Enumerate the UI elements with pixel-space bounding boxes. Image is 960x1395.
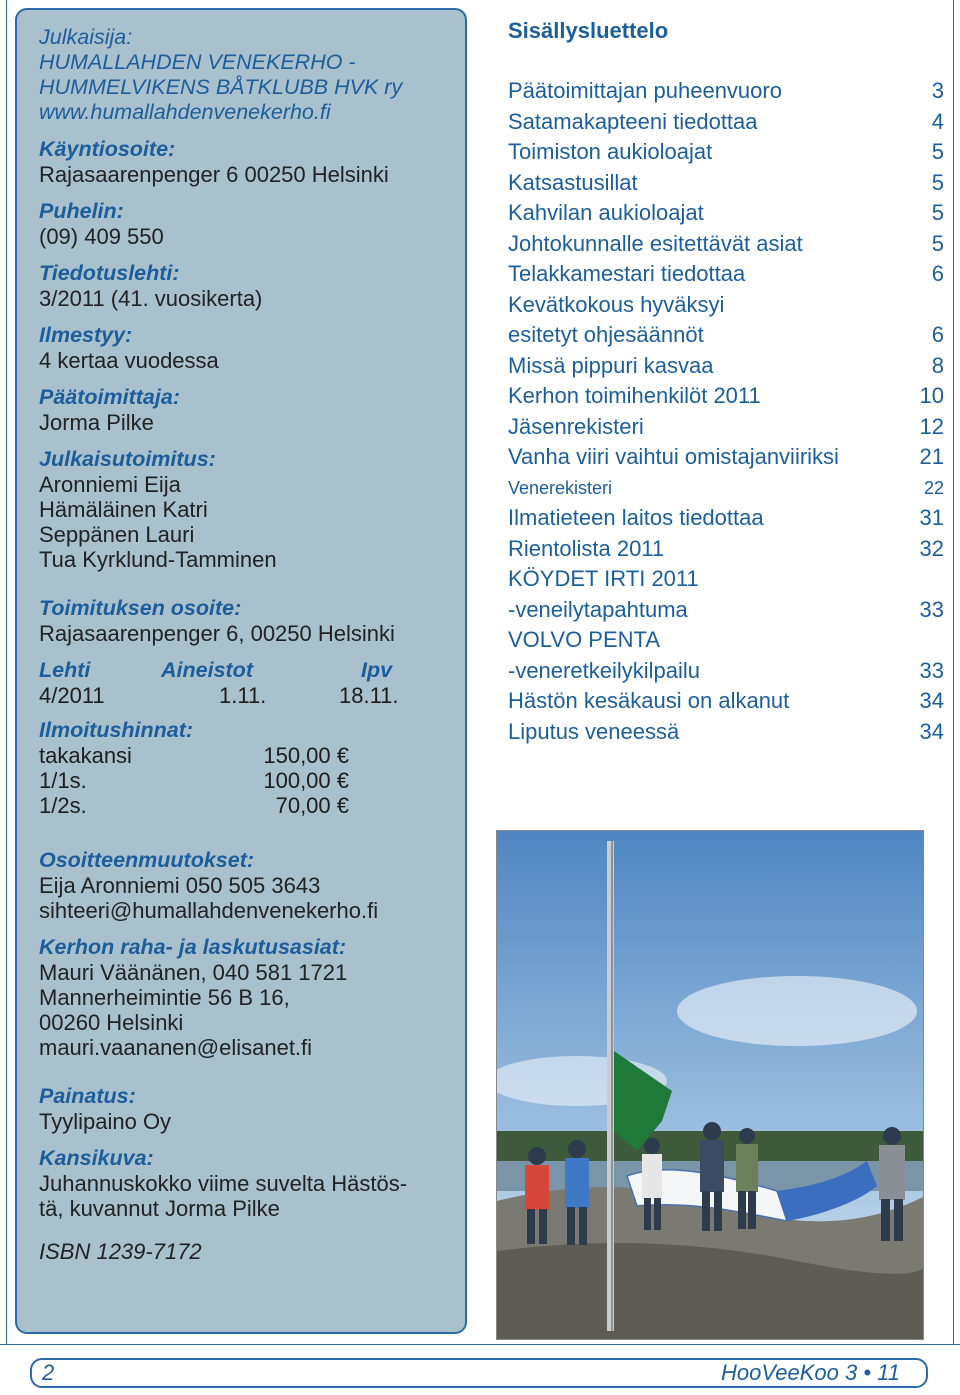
toc-item [508, 198, 944, 229]
page-footer [30, 1358, 928, 1388]
toc-item-title: esitetyt ohjesäännöt [508, 322, 704, 347]
toc-item [508, 564, 944, 595]
schedule-release-value: 18.11. [339, 683, 399, 708]
editor-value: Jorma Pilke [39, 410, 154, 435]
page-number: 2 [42, 1360, 55, 1385]
visit-address-value: Rajasaarenpenger 6 00250 Helsinki [39, 162, 389, 187]
address-change-label: Osoitteenmuutokset: [39, 848, 255, 872]
toc-item-title: Missä pippuri kasvaa [508, 352, 714, 378]
finance-line: 00260 Helsinki [39, 1010, 184, 1035]
toc-item [508, 168, 944, 199]
toc-item-page: 8 [931, 352, 944, 378]
schedule-material-value: 1.11. [219, 683, 267, 708]
publisher-name-line1: HUMALLAHDEN VENEKERHO - [39, 50, 356, 74]
toc-item-page: 6 [931, 322, 944, 347]
office-address-value: Rajasaarenpenger 6, 00250 Helsinki [39, 621, 395, 646]
toc-item-page: 22 [923, 477, 944, 498]
ad-prices-label: Ilmoitushinnat: [39, 718, 194, 742]
address-change-line: sihteeri@humallahdenvenekerho.fi [39, 898, 379, 923]
ad-price: 100,00 € [263, 768, 349, 793]
schedule-values [39, 683, 479, 708]
toc-item-page: 32 [919, 535, 944, 561]
toc-item [508, 442, 944, 473]
ad-price: 150,00 € [263, 743, 349, 768]
staff-member: Hämäläinen Katri [39, 497, 208, 522]
table-of-contents [508, 18, 944, 747]
toc-item-title: Hästön kesäkausi on alkanut [508, 688, 790, 713]
appears-value: 4 kertaa vuodessa [39, 348, 219, 373]
toc-item [508, 534, 944, 565]
toc-item-page: 5 [931, 230, 944, 256]
publisher-label: Julkaisija: [39, 25, 133, 49]
toc-item-page: 34 [919, 718, 944, 744]
toc-item-page: 6 [931, 261, 944, 286]
toc-item [508, 717, 944, 748]
right-margin-rule [953, 0, 954, 1345]
toc-item-title: Johtokunnalle esitettävät asiat [508, 230, 803, 256]
cover-label: Kansikuva: [39, 1146, 154, 1170]
office-address-label: Toimituksen osoite: [39, 596, 242, 620]
toc-item [508, 259, 944, 290]
ad-price: 70,00 € [275, 793, 349, 818]
toc-item-title: Toimiston aukioloajat [508, 139, 713, 164]
toc-item-page: 33 [919, 657, 944, 683]
toc-item [508, 656, 944, 687]
toc-item-page: 21 [919, 444, 944, 469]
bulletin-value: 3/2011 (41. vuosikerta) [39, 286, 263, 311]
isbn: ISBN 1239-7172 [39, 1239, 202, 1264]
toc-item [508, 686, 944, 717]
toc-item-title: Kerhon toimihenkilöt 2011 [508, 383, 761, 408]
toc-item-title: Kevätkokous hyväksyi [508, 291, 725, 317]
toc-item [508, 320, 944, 351]
schedule-header-issue: Lehti [39, 658, 91, 682]
toc-item [508, 137, 944, 168]
toc-item-title: Katsastusillat [508, 169, 638, 195]
toc-item-title: -veneilytapahtuma [508, 596, 688, 622]
toc-item-title: Päätoimittajan puheenvuoro [508, 78, 782, 103]
print-value: Tyylipaino Oy [39, 1109, 172, 1134]
finance-label: Kerhon raha- ja laskutusasiat: [39, 935, 347, 959]
toc-item [508, 381, 944, 412]
schedule-header-material: Aineistot [161, 658, 253, 682]
ad-prices-table [39, 743, 479, 818]
left-margin-rule [6, 0, 7, 1345]
toc-item [508, 412, 944, 443]
toc-item [508, 503, 944, 534]
toc-item-page: 5 [931, 139, 944, 164]
address-change-line: Eija Aronniemi 050 505 3643 [39, 873, 321, 898]
ad-item: 1/1s. [39, 768, 87, 793]
toc-item-title: Vanha viiri vaihtui omistajanviiriksi [508, 444, 839, 469]
footer-rule [0, 1344, 960, 1345]
toc-item [508, 229, 944, 260]
finance-line: Mauri Väänänen, 040 581 1721 [39, 960, 348, 985]
publisher-name-line2: HUMMELVIKENS BÅTKLUBB HVK ry [39, 75, 403, 99]
phone-value: (09) 409 550 [39, 224, 164, 249]
toc-item-page: 4 [931, 108, 944, 134]
finance-line: Mannerheimintie 56 B 16, [39, 985, 290, 1010]
toc-item-title: Satamakapteeni tiedottaa [508, 108, 758, 134]
toc-item-title: Venerekisteri [508, 477, 613, 498]
ad-item: takakansi [39, 743, 132, 768]
colophon-content [39, 25, 479, 1264]
finance-line: mauri.vaananen@elisanet.fi [39, 1035, 313, 1060]
toc-list [508, 76, 944, 747]
toc-title: Sisällysluettelo [508, 18, 669, 43]
cover-line: tä, kuvannut Jorma Pilke [39, 1196, 280, 1221]
cover-line: Juhannuskokko viime suvelta Hästös- [39, 1171, 408, 1196]
phone-label: Puhelin: [39, 199, 124, 223]
toc-item [508, 625, 944, 656]
schedule-headers [39, 658, 479, 683]
toc-item-page: 12 [919, 413, 944, 439]
toc-item-title: Ilmatieteen laitos tiedottaa [508, 505, 764, 530]
toc-item-title: Telakkamestari tiedottaa [508, 261, 746, 286]
toc-item-title: Liputus veneessä [508, 718, 680, 744]
staff-member: Seppänen Lauri [39, 522, 195, 547]
toc-item-page: 34 [919, 688, 944, 713]
print-label: Painatus: [39, 1084, 136, 1108]
toc-item-page: 10 [919, 383, 944, 408]
editor-label: Päätoimittaja: [39, 385, 180, 409]
toc-item-title: VOLVO PENTA [508, 627, 661, 652]
toc-item [508, 595, 944, 626]
magazine-issue: HooVeeKoo 3 • 11 [721, 1360, 900, 1385]
toc-item [508, 290, 944, 321]
toc-item-title: Rientolista 2011 [508, 535, 665, 561]
toc-item-page: 31 [919, 505, 944, 530]
staff-member: Aronniemi Eija [39, 472, 181, 497]
toc-item-page: 5 [931, 200, 944, 225]
photo-illustration [497, 831, 924, 1340]
staff-label: Julkaisutoimitus: [39, 447, 216, 471]
toc-item-page: 3 [931, 78, 944, 103]
appears-label: Ilmestyy: [39, 323, 133, 347]
toc-item-page: 33 [919, 596, 944, 622]
colophon-sidebar [15, 8, 467, 1334]
toc-item [508, 76, 944, 107]
schedule-header-release: Ipv [361, 658, 393, 682]
toc-item-page: 5 [931, 169, 944, 195]
toc-item-title: Kahvilan aukioloajat [508, 200, 704, 225]
toc-item-title: Jäsenrekisteri [508, 413, 644, 439]
toc-item [508, 351, 944, 382]
toc-item-title: KÖYDET IRTI 2011 [508, 566, 699, 591]
staff-member: Tua Kyrklund-Tamminen [39, 547, 277, 572]
visit-address-label: Käyntiosoite: [39, 137, 176, 161]
ad-item: 1/2s. [39, 793, 87, 818]
toc-item [508, 107, 944, 138]
bulletin-label: Tiedotuslehti: [39, 261, 180, 285]
toc-item-title: -veneretkeilykilpailu [508, 657, 700, 683]
toc-item [508, 473, 944, 504]
schedule-issue-value: 4/2011 [39, 683, 105, 708]
flag-raising-photo [496, 830, 924, 1340]
publisher-website: www.humallahdenvenekerho.fi [39, 100, 331, 124]
